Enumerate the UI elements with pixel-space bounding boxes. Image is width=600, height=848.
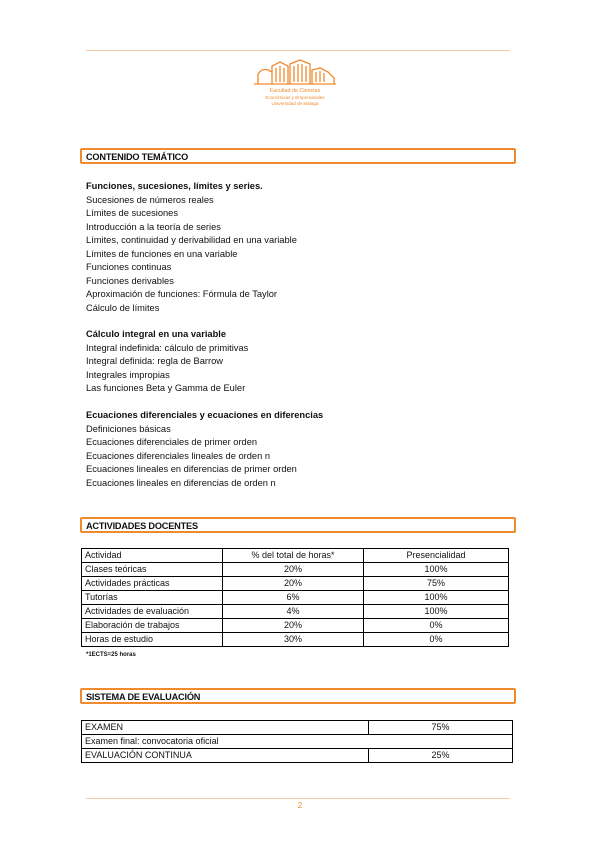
faculty-logo [250, 58, 340, 110]
table-row [82, 605, 509, 619]
list-item: Sucesiones de números reales [86, 194, 214, 205]
section-actividades-title: ACTIVIDADES DOCENTES [86, 521, 198, 531]
list-item: Límites de sucesiones [86, 208, 178, 218]
table-cell: 6% [223, 591, 364, 605]
table-cell: 0% [364, 633, 509, 647]
list-item: Las funciones Beta y Gamma de Euler [86, 383, 246, 393]
table-row [82, 577, 509, 591]
logo-line-1: Facultad de Ciencias [269, 88, 321, 94]
list-item: Aproximación de funciones: Fórmula de Taylor [86, 289, 278, 299]
table-cell: Elaboración de trabajos [82, 619, 223, 633]
table-header-cell: Presencialidad [364, 549, 509, 563]
list-item: Integrales impropias [86, 369, 170, 380]
table-cell: Horas de estudio [82, 633, 223, 647]
table-cell: 75% [364, 577, 509, 591]
list-item: Límites, continuidad y derivabilidad en una variable [86, 235, 297, 245]
table-cell: 0% [364, 619, 509, 633]
header-rule [86, 50, 510, 51]
table-cell: 30% [223, 633, 364, 647]
table-cell: 20% [223, 619, 364, 633]
table-cell: Examen final: convocatoria oficial [82, 735, 513, 749]
table-cell: 75% [369, 721, 513, 735]
list-item: Funciones continuas [86, 262, 172, 272]
table-cell: Actividades de evaluación [82, 605, 223, 619]
section-contenido [80, 148, 516, 164]
table-row [82, 619, 509, 633]
table-cell: 4% [223, 605, 364, 619]
section-contenido-title: CONTENIDO TEMÁTICO [86, 152, 189, 162]
list-item: Funciones derivables [86, 275, 174, 286]
section-evaluacion [80, 688, 516, 704]
table-cell: EXAMEN [82, 721, 369, 735]
table-row [82, 591, 509, 605]
block2-title: Cálculo integral en una variable [86, 329, 227, 339]
table-row [82, 735, 513, 749]
table-header-row [82, 549, 509, 563]
table-cell: EVALUACIÓN CONTINUA [82, 749, 369, 763]
table-row [82, 633, 509, 647]
table-cell: 20% [223, 577, 364, 591]
evaluacion-table [81, 720, 513, 763]
logo-line-3: Universidad de Málaga [271, 101, 319, 106]
table-header-cell: Actividad [82, 549, 223, 563]
list-item: Límites de funciones en una variable [86, 248, 238, 259]
list-item: Ecuaciones diferenciales de primer orden [86, 437, 258, 447]
table-cell: 100% [364, 563, 509, 577]
ects-note: *1ECTS=25 horas [86, 652, 136, 658]
list-item: Integral indefinida: cálculo de primitivas [86, 342, 249, 353]
table-row [82, 721, 513, 735]
list-item: Ecuaciones diferenciales lineales de orden n [86, 450, 270, 461]
actividades-table [81, 548, 509, 647]
list-item: Integral definida: regla de Barrow [86, 356, 223, 366]
footer-rule [86, 798, 510, 799]
table-row [82, 563, 509, 577]
logo-line-2: Económicas y Empresariales [265, 95, 325, 100]
list-item: Ecuaciones lineales en diferencias de orden n [86, 477, 276, 488]
table-cell: Clases teóricas [82, 563, 223, 577]
table-cell: 20% [223, 563, 364, 577]
table-cell: 25% [369, 749, 513, 763]
table-row [82, 749, 513, 763]
list-item: Introducción a la teoría de series [86, 221, 221, 232]
list-item: Cálculo de límites [86, 302, 160, 313]
building-icon [250, 58, 340, 88]
table-cell: Actividades prácticas [82, 577, 223, 591]
table-header-cell: % del total de horas* [223, 549, 364, 563]
table-cell: 100% [364, 605, 509, 619]
table-cell: 100% [364, 591, 509, 605]
block1-title: Funciones, sucesiones, límites y series. [86, 181, 263, 191]
block3-title: Ecuaciones diferenciales y ecuaciones en diferencias [86, 410, 324, 420]
list-item: Ecuaciones lineales en diferencias de primer orden [86, 464, 297, 474]
section-actividades [80, 517, 516, 533]
list-item: Definiciones básicas [86, 423, 171, 434]
section-evaluacion-title: SISTEMA DE EVALUACIÓN [86, 692, 201, 702]
table-cell: Tutorías [82, 591, 223, 605]
page-number: 2 [297, 801, 303, 810]
